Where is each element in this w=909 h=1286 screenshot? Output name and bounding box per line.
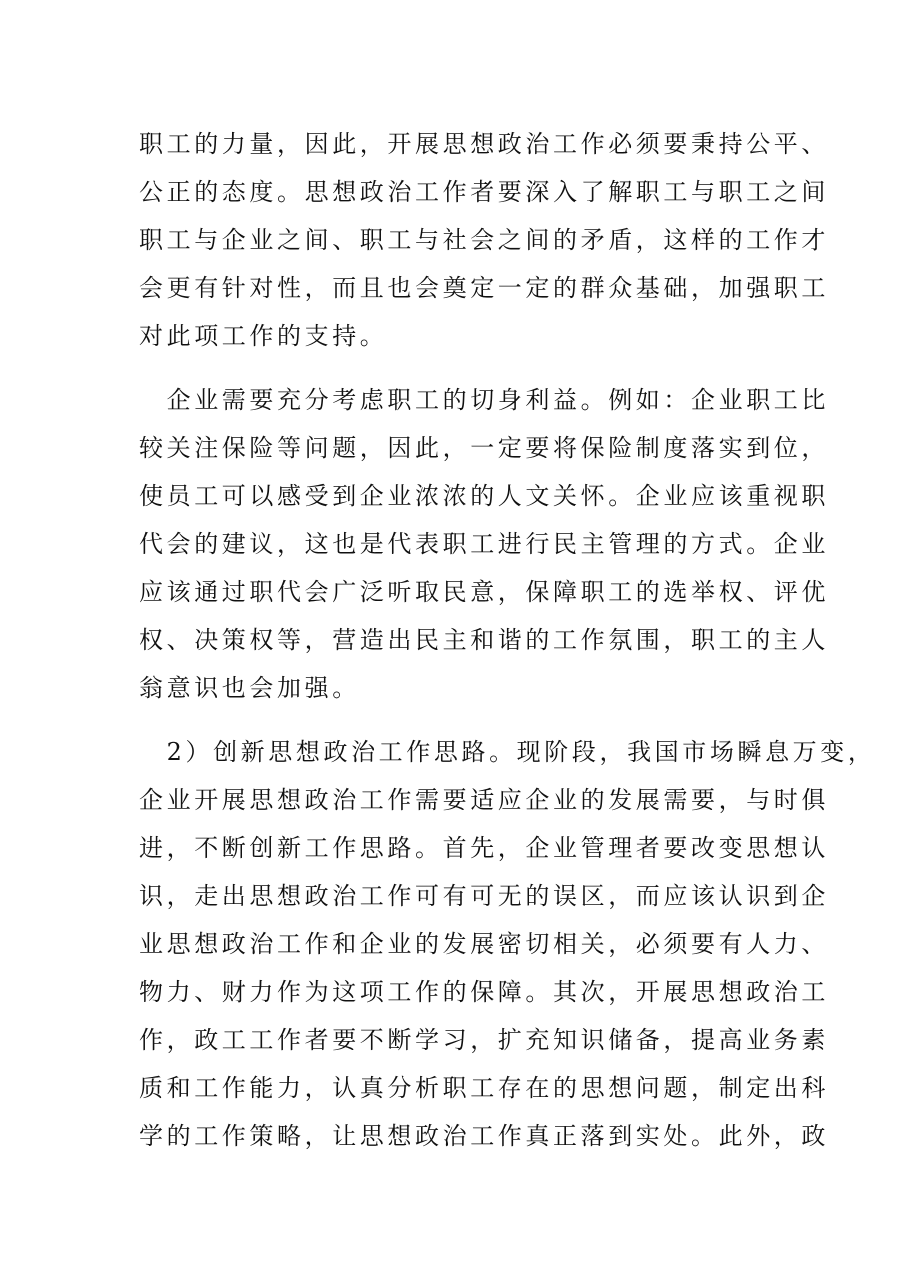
text-line: 对此项工作的支持。 <box>139 322 388 350</box>
text-line: 识，走出思想政治工作可有可无的误区，而应该认识到企 <box>139 882 829 910</box>
document-body <box>139 120 876 1160</box>
paragraph-2 <box>139 376 829 712</box>
text-line: 职工与企业之间、职工与社会之间的矛盾，这样的工作才 <box>139 226 829 254</box>
paragraph-gap <box>139 360 779 376</box>
text-line: 职工的力量，因此，开展思想政治工作必须要秉持公平、 <box>139 130 829 158</box>
text-line: 使员工可以感受到企业浓浓的人文关怀。企业应该重视职 <box>139 482 829 510</box>
text-line: 公正的态度。思想政治工作者要深入了解职工与职工之间 <box>139 178 829 206</box>
text-line: 企业需要充分考虑职工的切身利益。例如：企业职工比 <box>139 386 829 414</box>
paragraph-1 <box>139 120 829 360</box>
text-line: 质和工作能力，认真分析职工存在的思想问题，制定出科 <box>139 1074 829 1102</box>
text-line: 物力、财力作为这项工作的保障。其次，开展思想政治工 <box>139 978 829 1006</box>
text-line: 学的工作策略，让思想政治工作真正落到实处。此外，政 <box>139 1122 829 1150</box>
text-line: 进，不断创新工作思路。首先，企业管理者要改变思想认 <box>139 834 829 862</box>
paragraph-3 <box>139 728 876 1160</box>
text-line: 2）创新思想政治工作思路。现阶段，我国市场瞬息万变， <box>139 738 876 766</box>
text-line: 翁意识也会加强。 <box>139 674 360 702</box>
text-line: 应该通过职代会广泛听取民意，保障职工的选举权、评优 <box>139 578 829 606</box>
text-line: 会更有针对性，而且也会奠定一定的群众基础，加强职工 <box>139 274 829 302</box>
text-line: 代会的建议，这也是代表职工进行民主管理的方式。企业 <box>139 530 829 558</box>
text-line: 企业开展思想政治工作需要适应企业的发展需要，与时俱 <box>139 786 829 814</box>
text-line: 较关注保险等问题，因此，一定要将保险制度落实到位， <box>139 434 829 462</box>
paragraph-gap <box>139 712 779 728</box>
text-line: 业思想政治工作和企业的发展密切相关，必须要有人力、 <box>139 930 829 958</box>
text-line: 权、决策权等，营造出民主和谐的工作氛围，职工的主人 <box>139 626 829 654</box>
text-line: 作，政工工作者要不断学习，扩充知识储备，提高业务素 <box>139 1026 829 1054</box>
